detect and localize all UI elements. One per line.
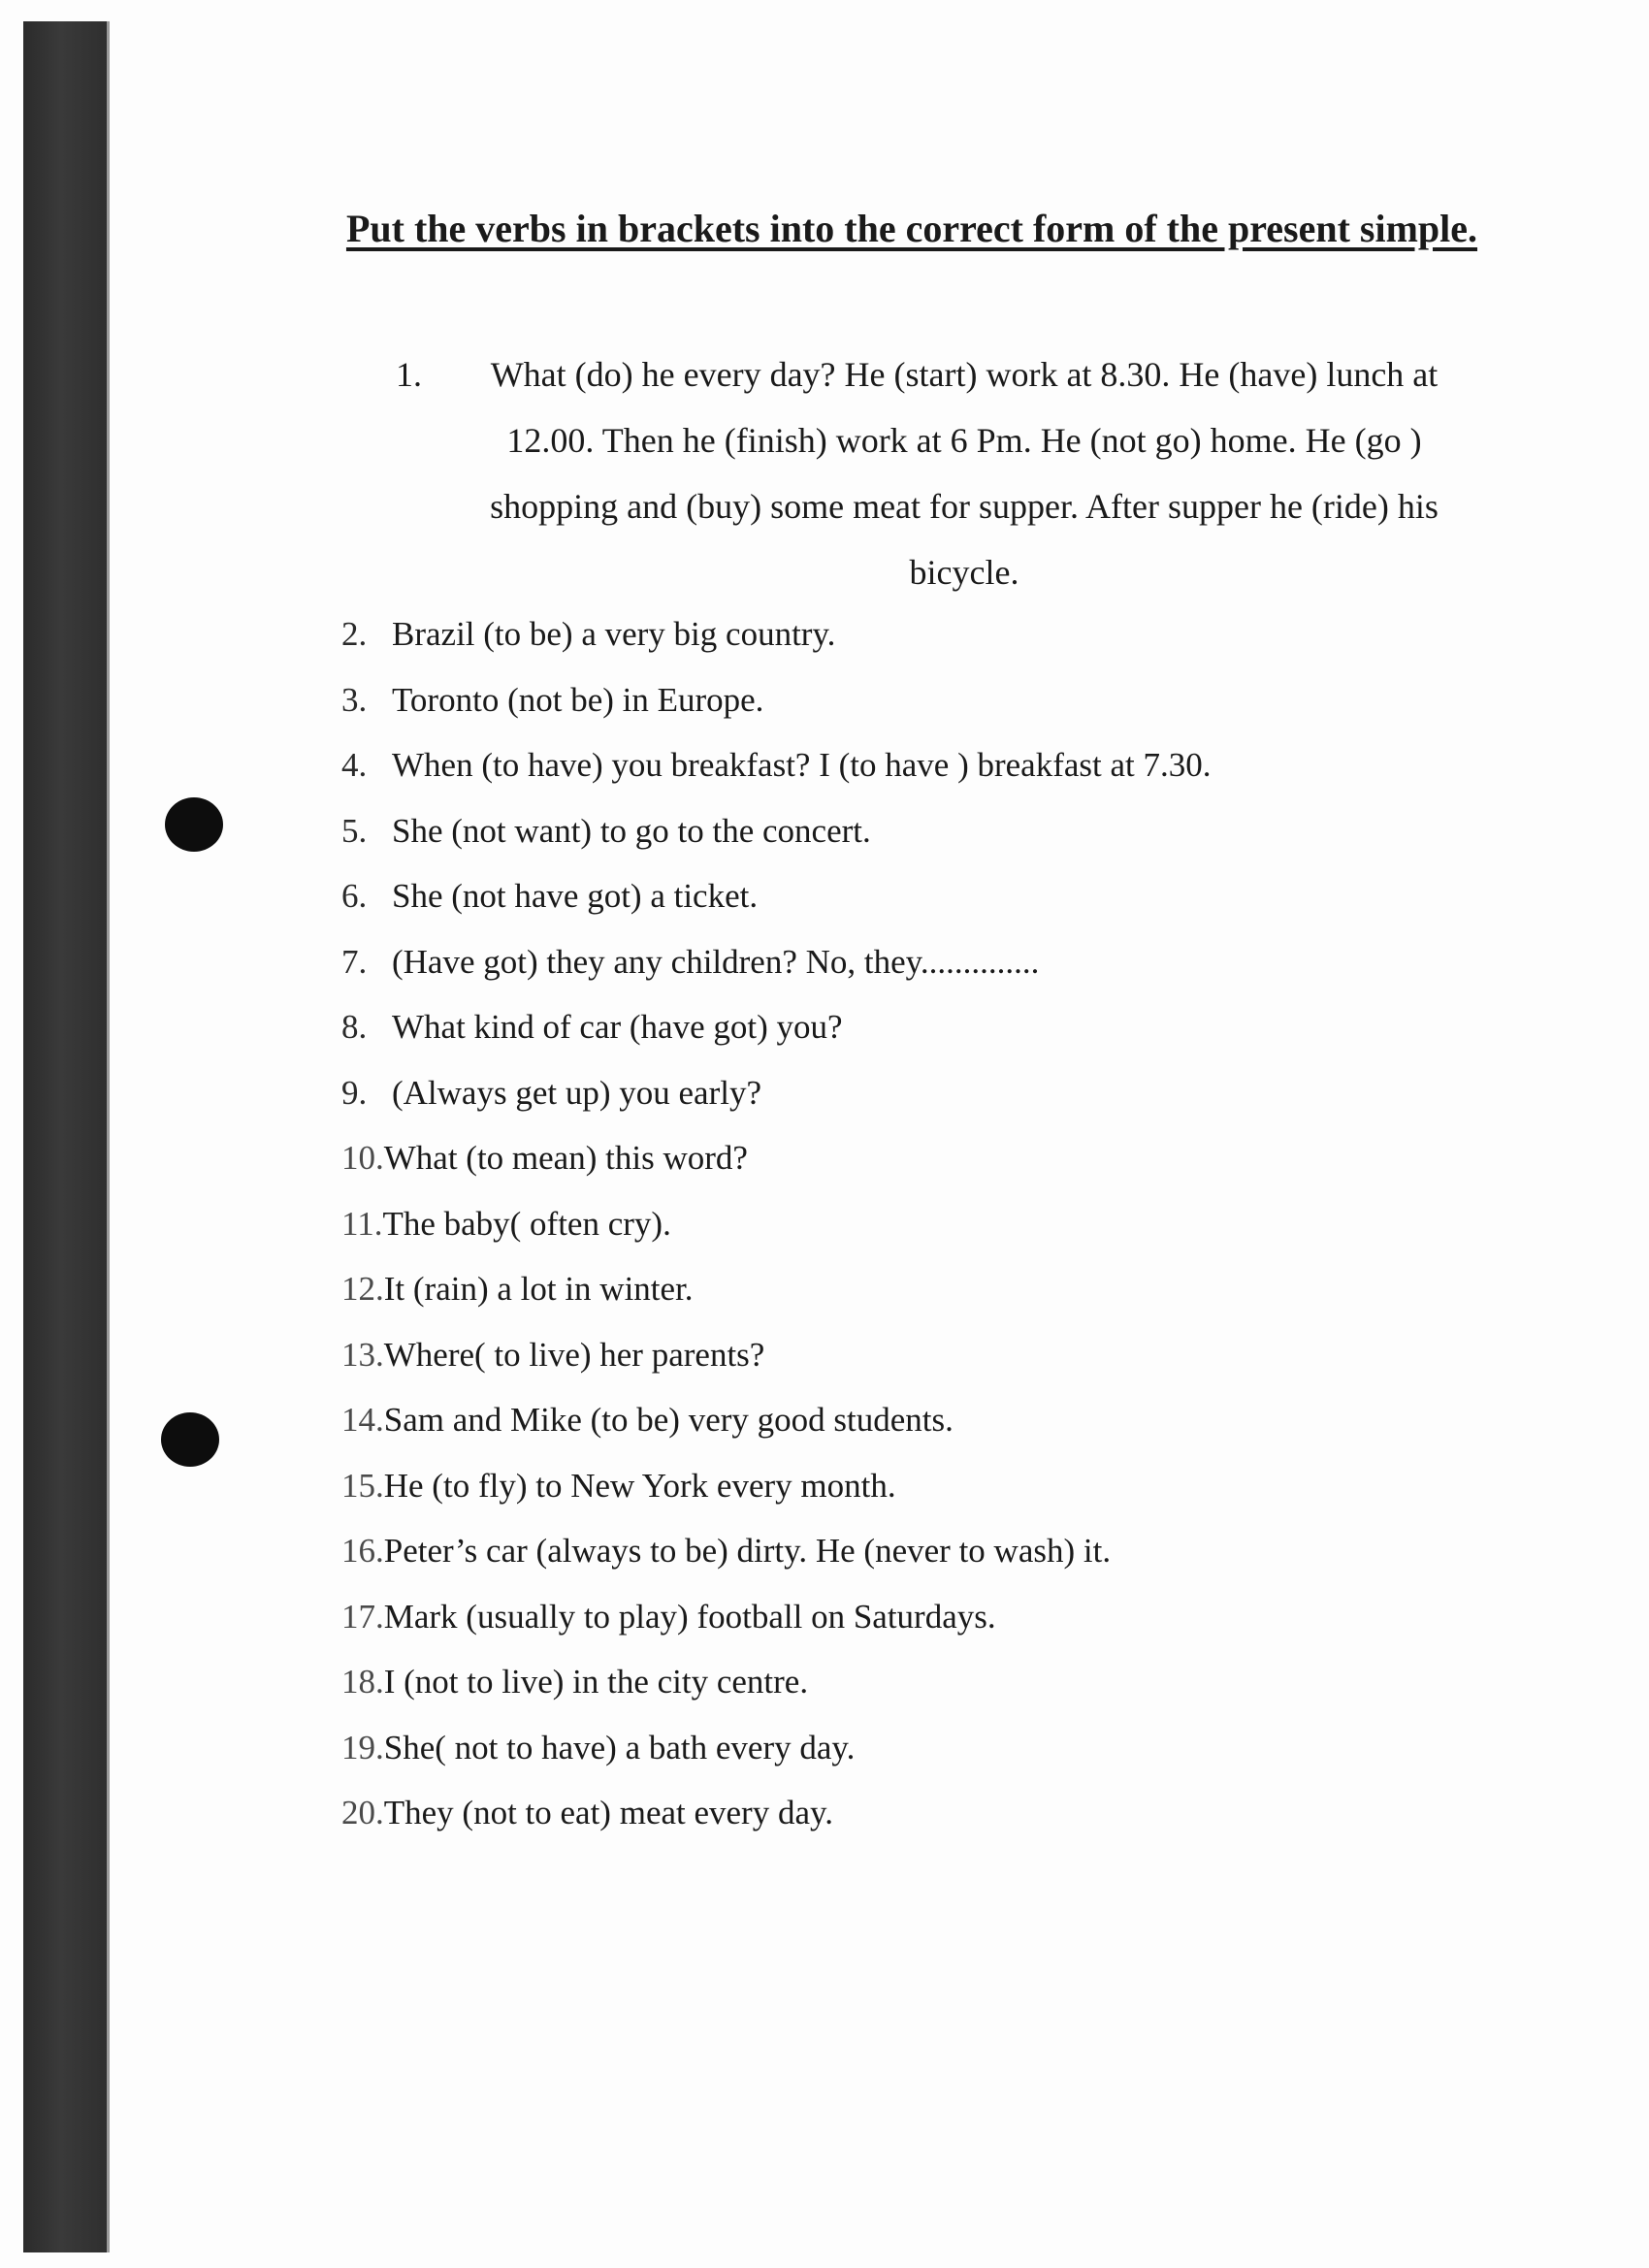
- exercise-text: What (to mean) this word?: [383, 1139, 748, 1177]
- punch-hole-top: [165, 797, 223, 852]
- exercise-item-16: [341, 1518, 1505, 1584]
- exercise-text: Where( to live) her parents?: [383, 1335, 765, 1374]
- exercise-number: 19.: [341, 1728, 384, 1766]
- exercise-item-19: [341, 1715, 1505, 1781]
- exercise-number: 7.: [341, 942, 368, 981]
- exercise-item-13: [341, 1322, 1505, 1388]
- exercise-item-20: [341, 1780, 1505, 1846]
- exercise-number: 1.: [396, 355, 422, 394]
- exercise-number: 3.: [341, 680, 368, 719]
- exercise-number: 15.: [341, 1466, 384, 1505]
- exercise-item-10: [341, 1125, 1505, 1191]
- exercise-item-6: [341, 863, 1505, 929]
- exercise-item-4: [341, 732, 1505, 798]
- exercise-text: They (not to eat) meat every day.: [383, 1794, 833, 1831]
- exercise-number: 11.: [341, 1204, 383, 1243]
- exercise-item-17: [341, 1584, 1505, 1650]
- exercise-text: I (not to live) in the city centre.: [383, 1663, 809, 1701]
- exercise-text: It (rain) a lot in winter.: [383, 1270, 694, 1308]
- exercise-item-18: [341, 1649, 1505, 1715]
- exercise-text: (Always get up) you early?: [392, 1073, 761, 1112]
- exercise-list: [341, 601, 1505, 1846]
- exercise-number: 14.: [341, 1401, 384, 1439]
- exercise-number: 13.: [341, 1335, 384, 1374]
- exercise-number: 16.: [341, 1532, 384, 1570]
- exercise-item-2: [341, 601, 1505, 667]
- exercise-text: Brazil (to be) a very big country.: [392, 615, 836, 653]
- exercise-item-12: [341, 1256, 1505, 1322]
- exercise-text: Toronto (not be) in Europe.: [392, 680, 764, 719]
- exercise-item-8: [341, 994, 1505, 1060]
- exercise-text: Peter’s car (always to be) dirty. He (never to wash) it.: [383, 1532, 1112, 1570]
- exercise-item-5: [341, 798, 1505, 864]
- exercise-text: She( not to have) a bath every day.: [383, 1728, 856, 1766]
- exercise-number: 12.: [341, 1270, 384, 1308]
- exercise-item-3: [341, 667, 1505, 733]
- exercise-text: He (to fly) to New York every month.: [383, 1466, 896, 1505]
- punch-hole-bottom: [161, 1412, 219, 1467]
- exercise-text: The baby( often cry).: [382, 1204, 671, 1243]
- exercise-text: She (not want) to go to the concert.: [392, 811, 871, 850]
- exercise-item-7: [341, 929, 1505, 995]
- exercise-number: 17.: [341, 1597, 384, 1636]
- exercise-text: When (to have) you breakfast? I (to have ) breakfast at 7.30.: [392, 746, 1212, 784]
- exercise-item-11: [341, 1191, 1505, 1257]
- exercise-number: 10.: [341, 1139, 384, 1177]
- exercise-number: 4.: [341, 746, 368, 784]
- exercise-text: Sam and Mike (to be) very good students.: [383, 1401, 954, 1439]
- exercise-number: 2.: [341, 615, 368, 653]
- exercise-text: (Have got) they any children? No, they..............: [392, 942, 1040, 981]
- exercise-text: What (do) he every day? He (start) work at 8.30. He (have) lunch at 12.00. Then he (finish) work at 6 Pm. He (not go) home. He (go ) shopping and (buy) some meat for supper. After supper he (ride) his bicycle.: [490, 355, 1439, 592]
- exercise-number: 9.: [341, 1073, 368, 1112]
- exercise-item-9: [341, 1060, 1505, 1126]
- exercise-number: 8.: [341, 1008, 368, 1046]
- exercise-item-15: [341, 1453, 1505, 1519]
- binding-strip: [23, 21, 107, 2252]
- exercise-number: 20.: [341, 1794, 384, 1831]
- exercise-number: 5.: [341, 811, 368, 850]
- exercise-text: What kind of car (have got) you?: [392, 1008, 843, 1046]
- exercise-number: 6.: [341, 877, 368, 915]
- worksheet-title: Put the verbs in brackets into the correct form of the present simple.: [345, 207, 1478, 250]
- exercise-number: 18.: [341, 1663, 384, 1701]
- binding-edge: [107, 21, 110, 2252]
- exercise-text: Mark (usually to play) football on Saturdays.: [383, 1597, 996, 1636]
- exercise-item-1: [396, 341, 1482, 605]
- exercise-text: She (not have got) a ticket.: [392, 877, 759, 915]
- exercise-item-14: [341, 1387, 1505, 1453]
